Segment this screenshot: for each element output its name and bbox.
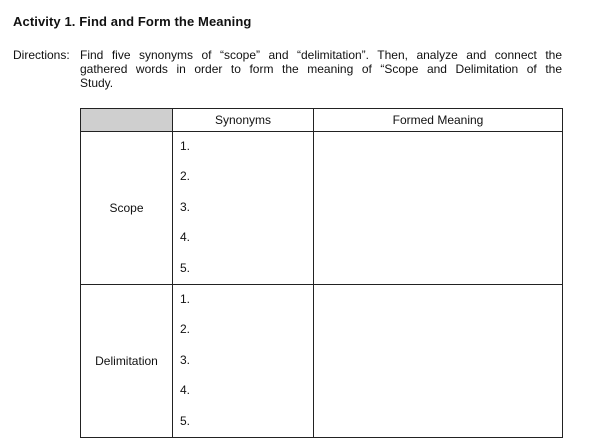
synonyms-cell-delimitation[interactable] xyxy=(173,284,314,437)
directions-text xyxy=(80,48,562,90)
header-formed-meaning: Formed Meaning xyxy=(314,109,563,132)
synonym-number: 2. xyxy=(180,322,191,337)
table-row-delimitation xyxy=(81,284,563,437)
header-corner-cell xyxy=(81,109,173,132)
synonym-number: 4. xyxy=(180,230,191,245)
directions-line: gathered words in order to form the meaning of “Scope and Delimitation of the xyxy=(80,62,562,76)
directions-label: Directions: xyxy=(13,48,70,62)
synonym-number: 3. xyxy=(180,352,191,367)
synonym-number: 1. xyxy=(180,291,191,306)
synonym-number: 2. xyxy=(180,169,191,184)
formed-meaning-cell-scope[interactable] xyxy=(314,132,563,285)
directions-line: Study. xyxy=(80,76,114,90)
synonyms-cell-scope[interactable] xyxy=(173,132,314,285)
synonym-number: 5. xyxy=(180,413,191,428)
synonym-number: 4. xyxy=(180,383,191,398)
row-label-scope: Scope xyxy=(81,132,173,285)
row-label-delimitation: Delimitation xyxy=(81,284,173,437)
table-row-scope xyxy=(81,132,563,285)
activity-title: Activity 1. Find and Form the Meaning xyxy=(13,14,252,29)
synonym-number: 5. xyxy=(180,260,191,275)
table-header-row xyxy=(81,109,563,132)
synonym-number: 3. xyxy=(180,199,191,214)
header-synonyms: Synonyms xyxy=(173,109,314,132)
directions-line: Find five synonyms of “scope” and “delimitation”. Then, analyze and connect the xyxy=(80,48,562,62)
formed-meaning-cell-delimitation[interactable] xyxy=(314,284,563,437)
worksheet-table xyxy=(80,108,563,438)
synonym-number: 1. xyxy=(180,139,191,153)
